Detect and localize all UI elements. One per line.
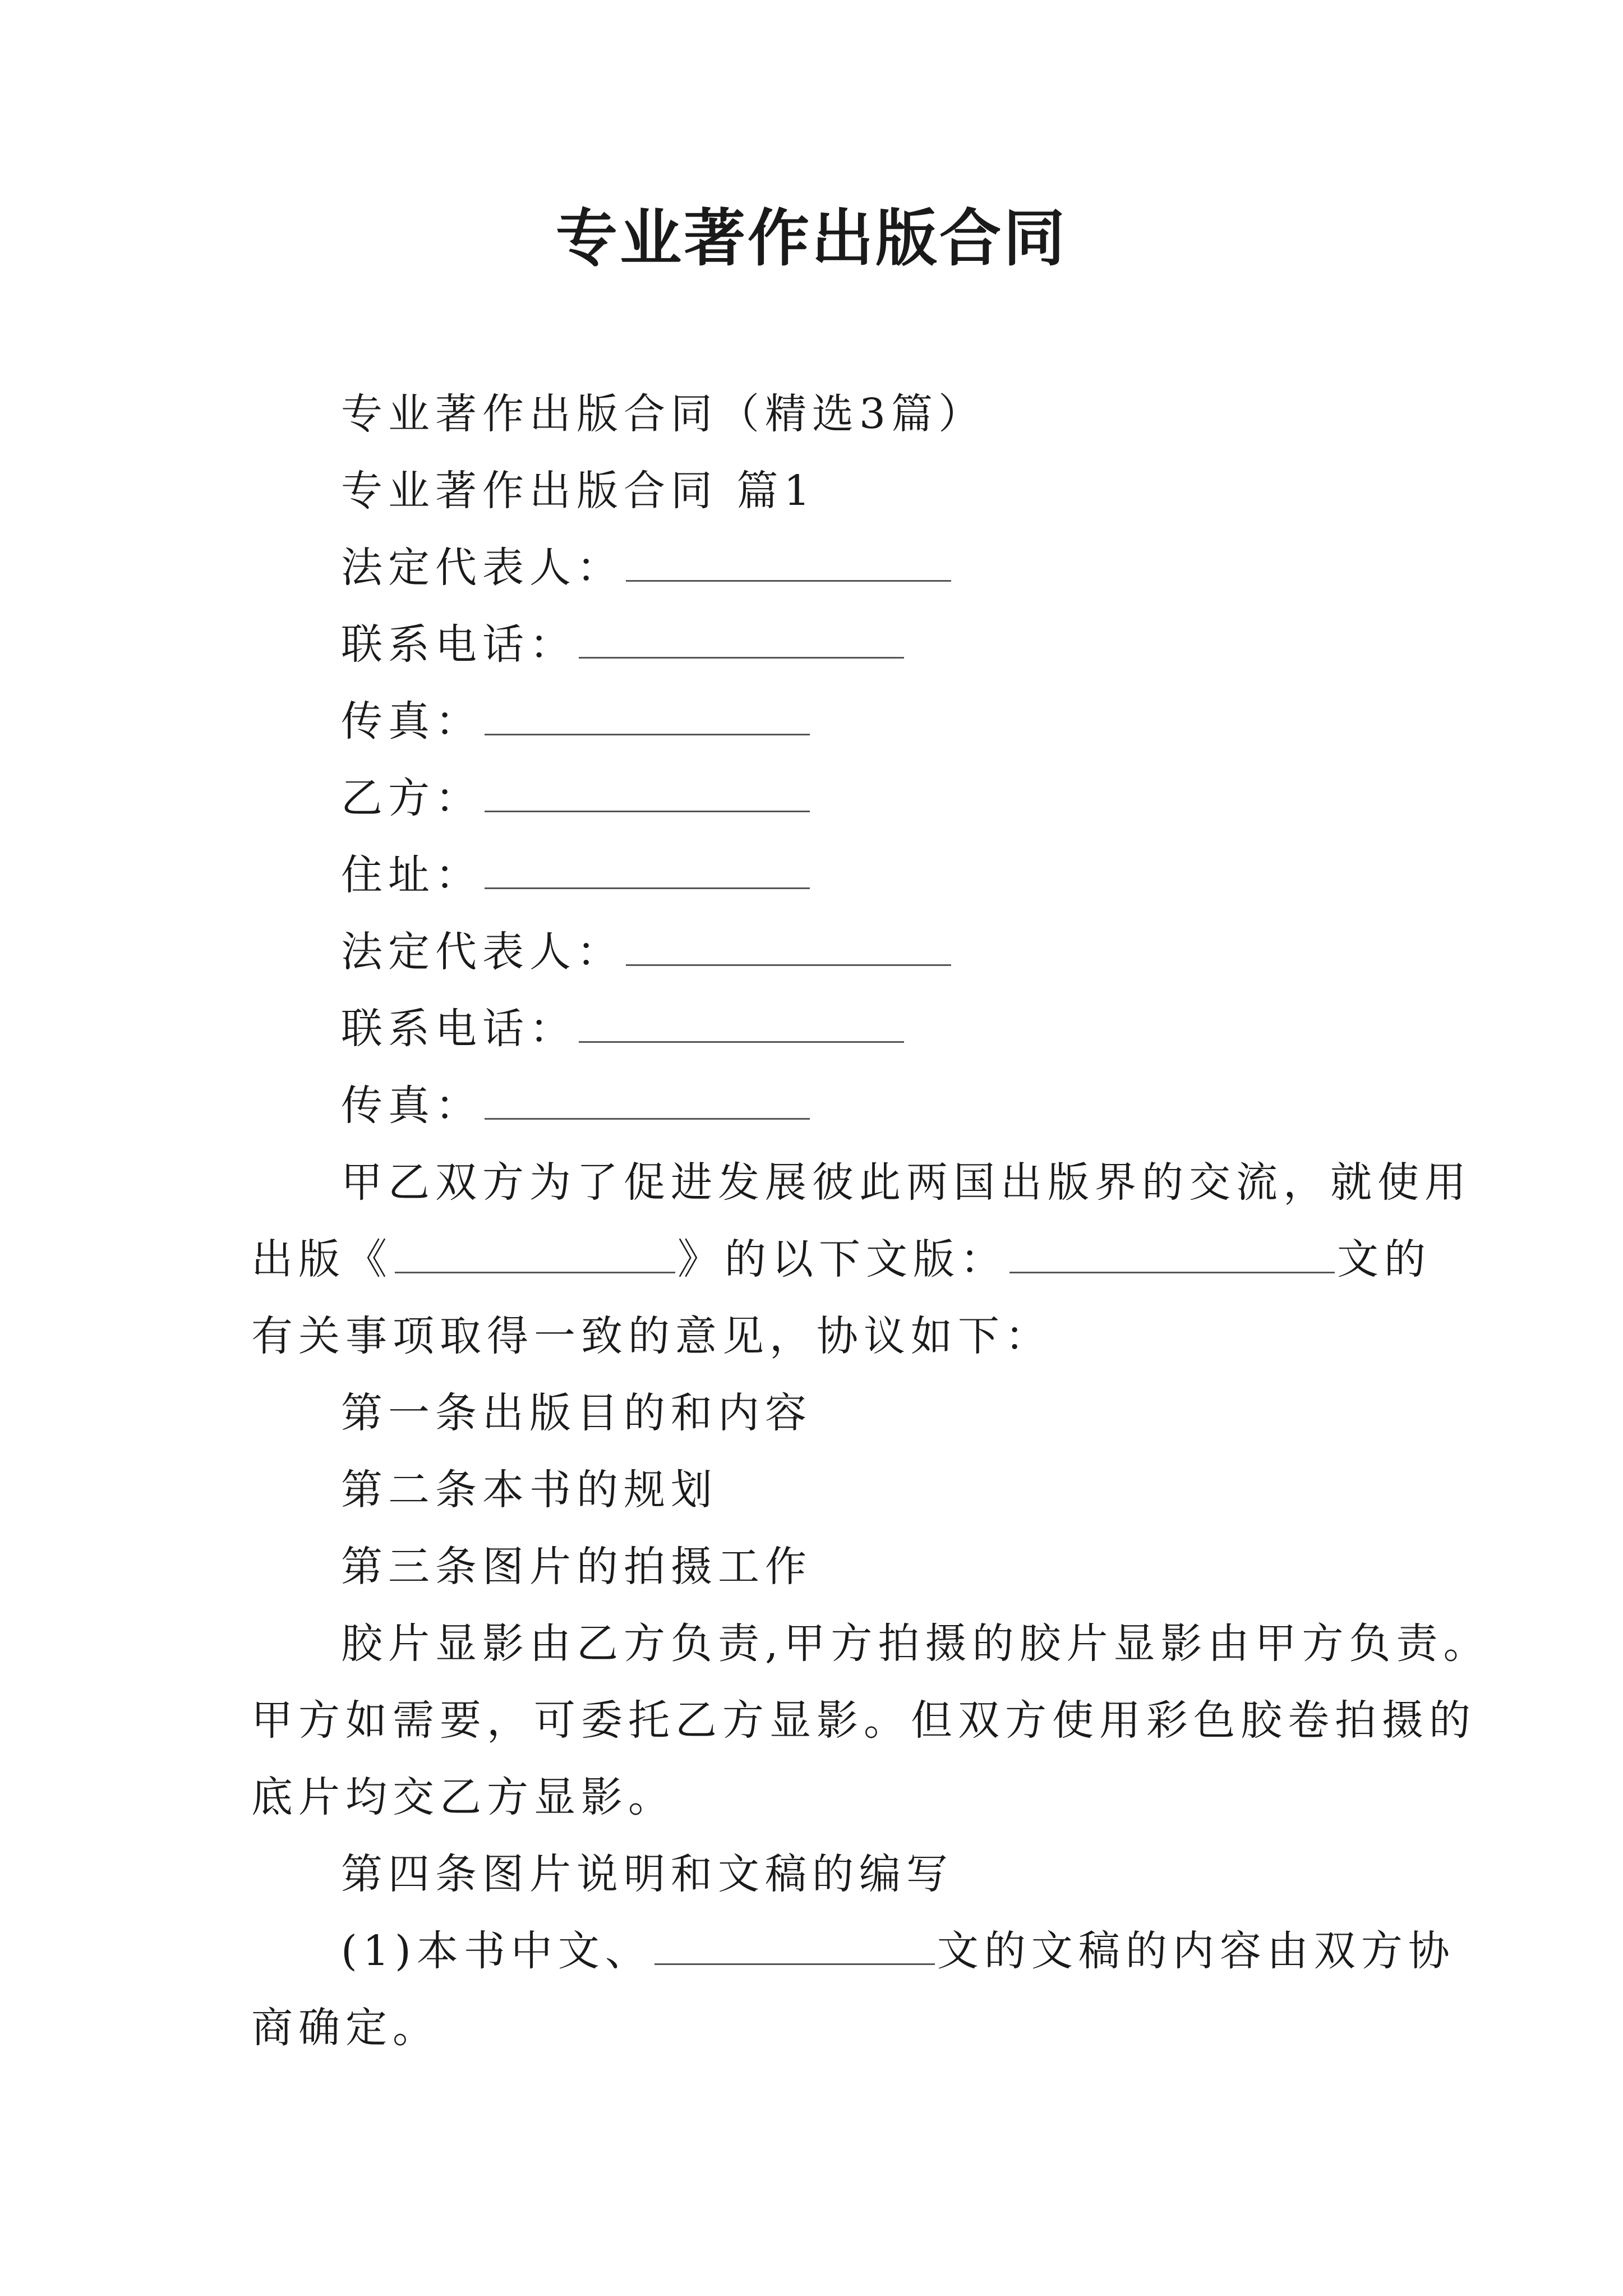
intro-line-3: 有关事项取得一致的意见，协议如下： <box>251 1312 1052 1360</box>
fill-in-blank <box>579 997 904 1043</box>
subtitle: 专业著作出版合同（精选3篇） <box>341 390 986 438</box>
intro-line-2 <box>251 1221 1431 1298</box>
party-b-phone-field <box>251 991 1373 1068</box>
fill-in-blank <box>485 1074 810 1120</box>
article-3-heading: 第三条图片的拍摄工作 <box>341 1543 812 1591</box>
fill-in-blank <box>626 921 951 966</box>
article-4-heading: 第四条图片说明和文稿的编写 <box>341 1850 953 1898</box>
article-2-heading: 第二条本书的规划 <box>341 1466 718 1514</box>
article-1-heading: 第一条出版目的和内容 <box>341 1389 812 1437</box>
fill-in-blank <box>395 1228 675 1273</box>
party-a-phone-field <box>251 606 1373 683</box>
field-label: 联系电话： <box>341 1005 577 1053</box>
fill-in-blank <box>485 844 810 889</box>
fill-in-blank <box>485 690 810 735</box>
document-body <box>251 376 1491 2067</box>
party-a-legal-rep-field <box>251 530 1373 606</box>
party-b-field <box>251 760 1373 837</box>
intro-text: 出版《 <box>251 1235 393 1283</box>
field-label: 法定代表人： <box>341 928 624 976</box>
intro-line-1: 甲乙双方为了促进发展彼此两国出版界的交流，就使用 <box>341 1158 1472 1207</box>
fill-in-blank <box>485 767 810 812</box>
fill-in-blank <box>1009 1228 1335 1273</box>
field-label: 法定代表人： <box>341 544 624 592</box>
item-text: (1)本书中文、 <box>341 1927 652 1975</box>
fill-in-blank <box>579 613 904 659</box>
party-b-address-field <box>251 837 1373 914</box>
party-a-fax-field <box>251 683 1373 760</box>
article-3-body-line-2: 甲方如需要，可委托乙方显影。但双方使用彩色胶卷拍摄的 <box>251 1696 1476 1745</box>
field-label: 传真： <box>341 697 482 746</box>
article-3-body-line-3: 底片均交乙方显影。 <box>251 1773 675 1821</box>
field-label: 传真： <box>341 1082 482 1130</box>
item-text: 文的文稿的内容由双方协 <box>937 1927 1455 1975</box>
intro-text: 文的 <box>1337 1235 1431 1283</box>
article-4-item-1-line-2: 商确定。 <box>251 2004 440 2052</box>
article-3-body-line-1: 胶片显影由乙方负责,甲方拍摄的胶片显影由甲方负责。 <box>341 1619 1491 1668</box>
fill-in-blank <box>654 1920 935 1965</box>
field-label: 乙方： <box>341 774 482 822</box>
fill-in-blank <box>626 536 951 582</box>
party-b-fax-field <box>251 1068 1373 1144</box>
field-label: 住址： <box>341 851 482 899</box>
article-4-item-1-line-1 <box>251 1913 1455 1990</box>
document-title: 专业著作出版合同 <box>556 202 1067 274</box>
party-b-legal-rep-field <box>251 914 1373 991</box>
intro-text: 》的以下文版： <box>677 1235 1007 1283</box>
field-label: 联系电话： <box>341 620 577 669</box>
part-heading: 专业著作出版合同 篇1 <box>341 467 816 515</box>
